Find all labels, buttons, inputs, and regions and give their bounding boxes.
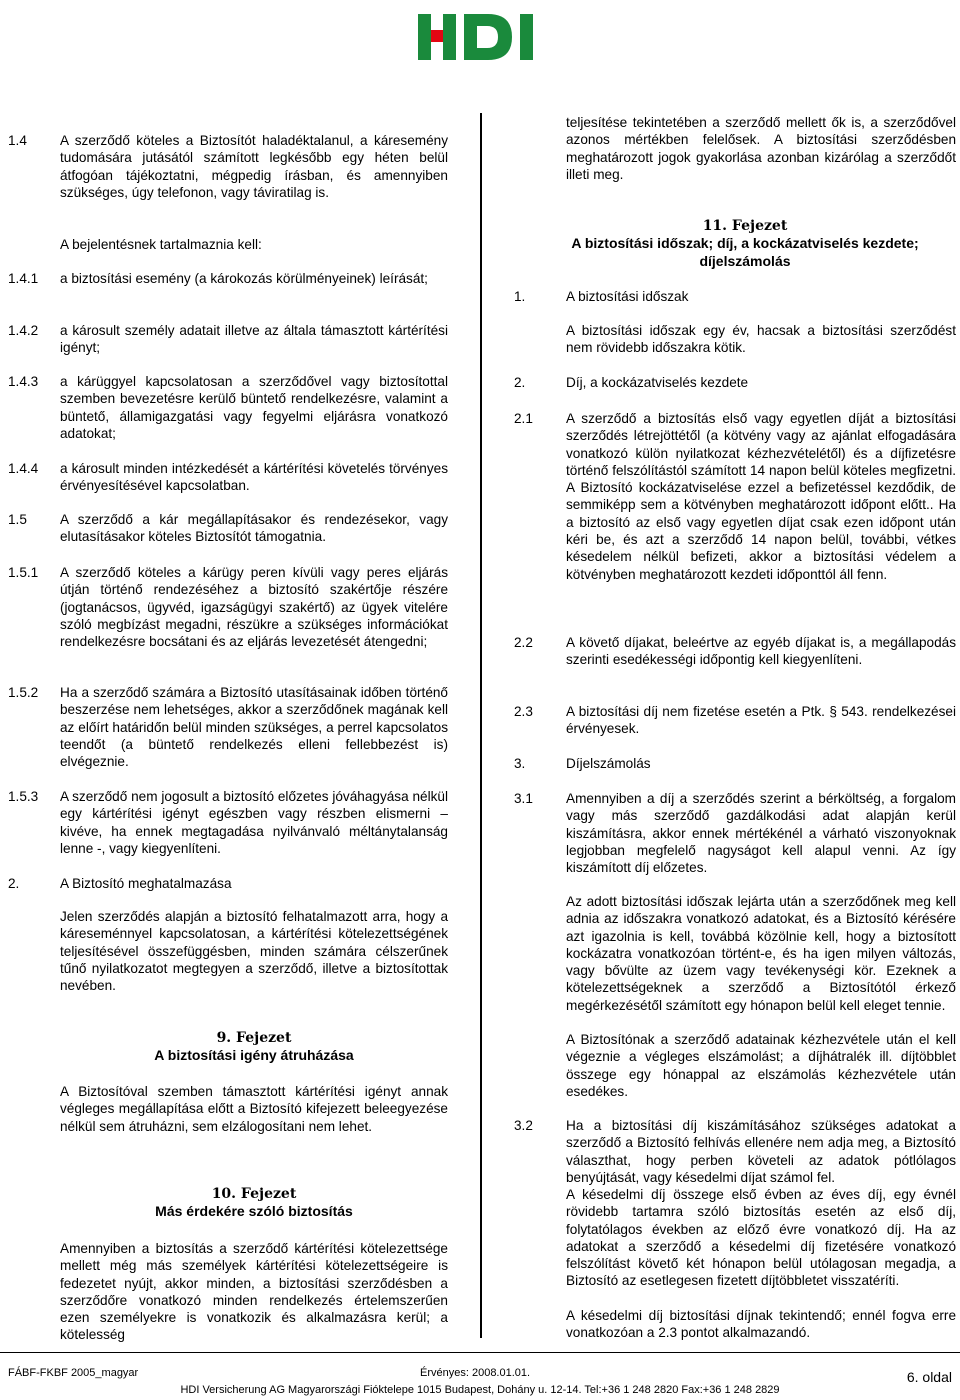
chapter-10-continuation: teljesítése tekintetében a szerződő mellett ők is, a szerződővel azonos mértékben felelősek. A biztosítási szerződésben meghatározott jogok gyakorlása azonban kizárólag a szerződőt illeti meg. [566, 115, 956, 182]
footer-rule [0, 1352, 960, 1353]
section-1-heading: 1. A biztosítási időszak [514, 289, 689, 304]
section-1-4-1: 1.4.1 a biztosítási esemény (a károkozás körülményeinek) leírását; [8, 271, 428, 286]
section-1-5-2: 1.5.2 Ha a szerződő számára a Biztosító utasításainak időben történő beszerzése nem lehetséges, akkor a szerződőnek magának kell az előírt határidőn belül minden szükséges, a perrel kapcsolatos teendőt (a büntető rendelkezés elleni fellebbezést is) elvégeznie. [8, 685, 448, 770]
footer-document-code: FÁBF-FKBF 2005_magyar [8, 1367, 139, 1379]
hdi-logo [416, 12, 548, 62]
section-1-4-3: 1.4.3 a kárüggyel kapcsolatosan a szerződővel vagy biztosítottal szemben bevezetésre kerülő büntető rendelkezésre, valamint a büntető, államigazgatási vagy fegyelmi eljárásra vonatkozó adatokat; [8, 374, 448, 441]
section-3-2: 3.2 Ha a biztosítási díj kiszámításához szükséges adatokat a szerződő a Biztosító felhívás ellenére nem adja meg, a Biztosító választhat, hogy perben követeli az adatok pótlólagos benyújtását, vagy késedelmi díjat számol fel. [514, 1118, 956, 1185]
section-1-4-2: 1.4.2 a károsult személy adatait illetve az általa támasztott kártérítési igényt; [8, 323, 448, 356]
section-1-5: 1.5 A szerződő a kár megállapításakor és rendezésekor, vagy elutasításakor köteles Biztosítót támogatnia. [8, 512, 448, 545]
section-3-heading: 3. Díjelszámolás [514, 756, 651, 771]
logo-i [520, 14, 533, 60]
logo-h-right [443, 14, 456, 60]
chapter-10-heading: 10. Fejezet Más érdekére szóló biztosítás [155, 1186, 353, 1220]
section-3-1-paragraph-3: A Biztosítónak a szerződő adatainak kézhezvétele után el kell végeznie a végleges elszámolást; a díjhátralék ill. díjtöbblet összege egy hónappal az elszámolás kézhezvétele után esedékes. [566, 1032, 956, 1099]
page-number: 6. oldal [906, 1369, 952, 1385]
chapter-9-heading: 9. Fejezet A biztosítási igény átruházása [154, 1030, 354, 1064]
footer-address: HDI Versicherung AG Magyarországi Fióktelepe 1015 Budapest, Dohány u. 12-14. Tel:+36 1 248 2820 Fax:+36 1 248 2829 [180, 1384, 780, 1396]
reporting-intro: A bejelentésnek tartalmaznia kell: [60, 237, 262, 252]
logo-h-left [418, 14, 431, 60]
section-1-4-4: 1.4.4 a károsult minden intézkedését a kártérítési követelés törvényes érvényesítésével kapcsolatban. [8, 461, 448, 494]
logo-h-bar [431, 30, 443, 42]
section-1-body: A biztosítási időszak egy év, hacsak a biztosítási szerződést nem rövidebb időszakra kötik. [566, 323, 956, 356]
section-2-3: 2.3 A biztosítási díj nem fizetése esetén a Ptk. § 543. rendelkezései érvényesek. [514, 704, 956, 737]
section-2-body: Jelen szerződés alapján a biztosító felhatalmazott arra, hogy a káreseménnyel kapcsolatosan, a kártérítési kötelezettségének teljesítésével összefüggésben, minden számára célszerűnek tűnő nyilatkozatot megtegyen a szerződő, illetve a biztosítottak nevében. [60, 909, 448, 994]
section-1-4: 1.4 A szerződő köteles a Biztosítót haladéktalanul, a káresemény tudomására jutásától számított legkésőbb egy héten belül átfogóan tájékoztatni, mégpedig írásban, és amennyiben szükséges, úgy telefonon, vagy táviratilag is. [8, 133, 448, 200]
section-3-1-paragraph-2: Az adott biztosítási időszak lejárta után a szerződőnek meg kell adnia az időszakra vonatkozó adatokat, és a Biztosító kérésére azt igazolnia is kell, továbbá közölnie kell, hogy a biztosított kockázatra vonatkozóan történt-e, és ha igen milyen változás, vagy bővülte az üzem vagy tevékenységi kör. Ezeknek a kötelezettségeknek a szerződő a Biztosítótól érkező megérkezésétől számított egy hónapon belül kell eleget tennie. [566, 894, 956, 1013]
logo-d [464, 14, 512, 60]
section-2-2: 2.2 A követő díjakat, beleértve az egyéb díjakat is, a megállapodás szerinti esedékességi időpontig kell kiegyenlíteni. [514, 635, 956, 668]
section-3-2-paragraph-3: A késedelmi díj biztosítási díjnak tekintendő; ennél fogva erre vonatkozóan a 2.3 pontot alkalmazandó. [566, 1308, 956, 1341]
chapter-11-heading: 11. Fejezet A biztosítási időszak; díj, a kockázatviselés kezdete; díjelszámolás [571, 218, 919, 269]
section-2-1: 2.1 A szerződő a biztosítás első vagy egyetlen díját a biztosítási szerződés létrejöttétől (a kötvény vagy az ajánlat elfogadására vonatkozó külön nyilatkozat kézhezvételétől) és a díjfizetésre történő felszólítástól számított 14 napon belül köteles megfizetni. A Biztosító kockázatviselése ezzel a befizetéssel kezdődik, de semmiképp sem a kötvényben meghatározott időpont előtt.. Ha a biztosító az első vagy egyetlen díjat csak ezen időpont után kéri be, és azt a szerződő 14 napon belül, további, vétkes késedelem nélkül befizeti, akkor a biztosítási védelem a kötvényben meghatározott kezdeti időponttól áll fenn. [514, 411, 956, 582]
column-divider [480, 113, 482, 1338]
section-1-5-1: 1.5.1 A szerződő köteles a kárügy peren kívüli vagy peres eljárás útján történő rendezéséhez a biztosító szakértője részére (jogtanácsos, ügyvéd, igazságügyi szakértő) az ügyek vitelére szóló megbízást megadni, részükre a szükséges információkat rendelkezésre bocsátani és az eljárás levezetését átengedni; [8, 565, 448, 650]
section-3-1: 3.1 Amennyiben a díj a szerződés szerint a bérköltség, a forgalom vagy más szerződő gazdálkodási adat alapján kerül kiszámításra, akkor ennek mértékénél a várható viszonyoknak legjobban megfelelő nagyságot kell alapul venni. Az így kiszámított díj előzetes. [514, 791, 956, 876]
footer-validity: Érvényes: 2008.01.01. [420, 1367, 531, 1379]
section-3-2-paragraph-2: A késedelmi díj összege első évben az éves díj, egy évnél rövidebb tartamra szóló biztosítás esetén az első díj, folytatólagos években az előző évre vonatkozó díj. Ha az adatokat a szerződő a késedelmi díj fizetésére vonatkozó felszólítást követő két hónapon belül utólagosan megadja, a Biztosító az esetlegesen fizetett díjtöbbletet visszatéríti. [566, 1187, 956, 1289]
section-2-heading: 2. A Biztosító meghatalmazása [8, 876, 232, 891]
chapter-9-body: A Biztosítóval szemben támasztott kártérítési igényt annak végleges megállapítása előtt a Biztosító kifejezett beleegyezése nélkül sem átruházni, sem elzálogosítani nem lehet. [60, 1084, 448, 1134]
chapter-10-body: Amennyiben a biztosítás a szerződő kártérítési kötelezettsége mellett még más személyek kártérítési kötelezettségeire is fedezetet nyújt, akkor minden, a biztosítási szerződésben a szerződőre vonatkozó minden rendelkezés értelemszerűen ezen személyekre is vonatkozik és alkalmazásra kerül; a kötelesség [60, 1241, 448, 1343]
section-2-heading: 2. Díj, a kockázatviselés kezdete [514, 375, 749, 390]
section-1-5-3: 1.5.3 A szerződő nem jogosult a biztosító előzetes jóváhagyása nélkül egy kártérítési igényt egészben vagy részben elismerni – kivéve, ha ennek megtagadása nyilvánvaló méltánytalanság lenne -, vagy kiegyenlíteni. [8, 789, 448, 856]
